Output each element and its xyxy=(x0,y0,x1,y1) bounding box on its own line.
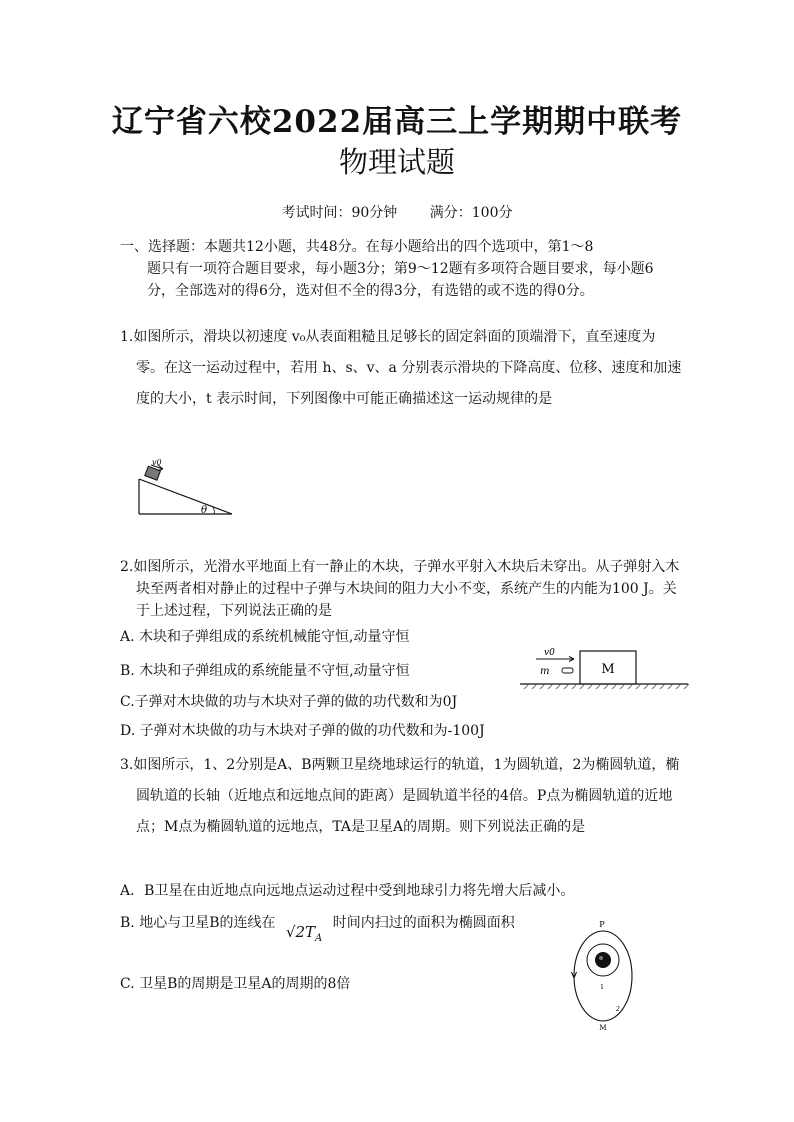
q3-option-b xyxy=(120,912,515,944)
section-instructions xyxy=(120,236,680,302)
incline-slope xyxy=(139,479,232,514)
q3-option-c: C. 卫星B的周期是卫星A的周期的8倍 xyxy=(120,976,351,992)
page-subtitle: 物理试题 xyxy=(338,145,455,179)
section-heading: 一、选择题：本题共12小题，共48分。在每小题给出的四个选项中，第1～8 xyxy=(120,239,594,255)
exam-time: 考试时间：90分钟 xyxy=(281,205,398,221)
q2-option-c: C.子弹对木块做的功与木块对子弹的做的功代数和为0J xyxy=(120,694,458,710)
ground-hatch xyxy=(524,684,689,689)
angle-arc xyxy=(213,507,214,514)
theta-label: θ xyxy=(201,505,208,516)
bullet-mass-label: m xyxy=(540,666,550,677)
perigee-label: P xyxy=(599,920,605,929)
q3-option-b-text: B. 地心与卫星B的连线在 xyxy=(120,915,276,931)
q3-option-b-formula: $√2T_A$ xyxy=(285,923,323,944)
q3-option-b-tail: 时间内扫过的面积为椭圆面积 xyxy=(332,915,515,931)
bullet xyxy=(562,668,573,673)
page-title: 辽宁省六校2022届高三上学期期中联考 xyxy=(111,104,683,140)
q2-option-d: D. 子弹对木块做的功与木块对子弹的做的功代数和为-100J xyxy=(120,723,485,739)
question-3-text: 3.如图所示，1、2分别是A、B两颗卫星绕地球运行的轨道，1为圆轨道，2为椭圆轨道，椭圆轨道的长轴（近地点和远地点间的距离）是圆轨道半径的4倍。P点为椭圆轨道的近地点；M点为椭圆轨道的远地点，TA是卫星A的周期。则下列说法正确的是 xyxy=(120,757,680,835)
question-3 xyxy=(120,750,682,843)
exam-info xyxy=(0,202,794,222)
earth-icon xyxy=(595,952,611,968)
orbit-1-label: 1 xyxy=(600,984,604,991)
q2-option-a: A. 木块和子弹组成的系统机械能守恒,动量守恒 xyxy=(120,629,410,645)
incline-figure xyxy=(135,455,235,517)
question-1-text: 1.如图所示，滑块以初速度 v₀从表面粗糙且足够长的固定斜面的顶端滑下，直至速度为零。在这一运动过程中，若用 h、s、v、a 分别表示滑块的下降高度、位移、速度和加速度的大小，t 表示时间，下列图像中可能正确描述这一运动规律的是 xyxy=(120,329,682,407)
apogee-label: M xyxy=(599,1024,607,1032)
orbit-2-label: 2 xyxy=(616,1006,620,1013)
block-label: M xyxy=(601,662,615,677)
exam-score: 满分：100分 xyxy=(429,205,513,221)
question-1 xyxy=(120,322,682,415)
q3-option-a: A．B卫星在由近地点向远地点运动过程中受到地球引力将先增大后减小。 xyxy=(120,883,575,899)
bullet-block-figure xyxy=(518,642,698,690)
v0-label: v0 xyxy=(152,458,162,467)
question-2-text: 2.如图所示，光滑水平地面上有一静止的木块，子弹水平射入木块后未穿出。从子弹射入木块至两者相对静止的过程中子弹与木块间的阻力大小不变，系统产生的内能为100 J。关于上述过程，下列说法正确的是 xyxy=(120,559,680,619)
q2-option-b: B. 木块和子弹组成的系统能量不守恒,动量守恒 xyxy=(120,663,410,679)
question-2 xyxy=(120,556,682,622)
slider-block xyxy=(145,466,161,480)
section-rules: 题只有一项符合题目要求，每小题3分；第9～12题有多项符合题目要求，每小题6分，全部选对的得6分，选对但不全的得3分，有选错的或不选的得0分。 xyxy=(147,261,654,299)
orbit-figure xyxy=(558,916,650,1032)
v0-label: v0 xyxy=(544,648,555,658)
